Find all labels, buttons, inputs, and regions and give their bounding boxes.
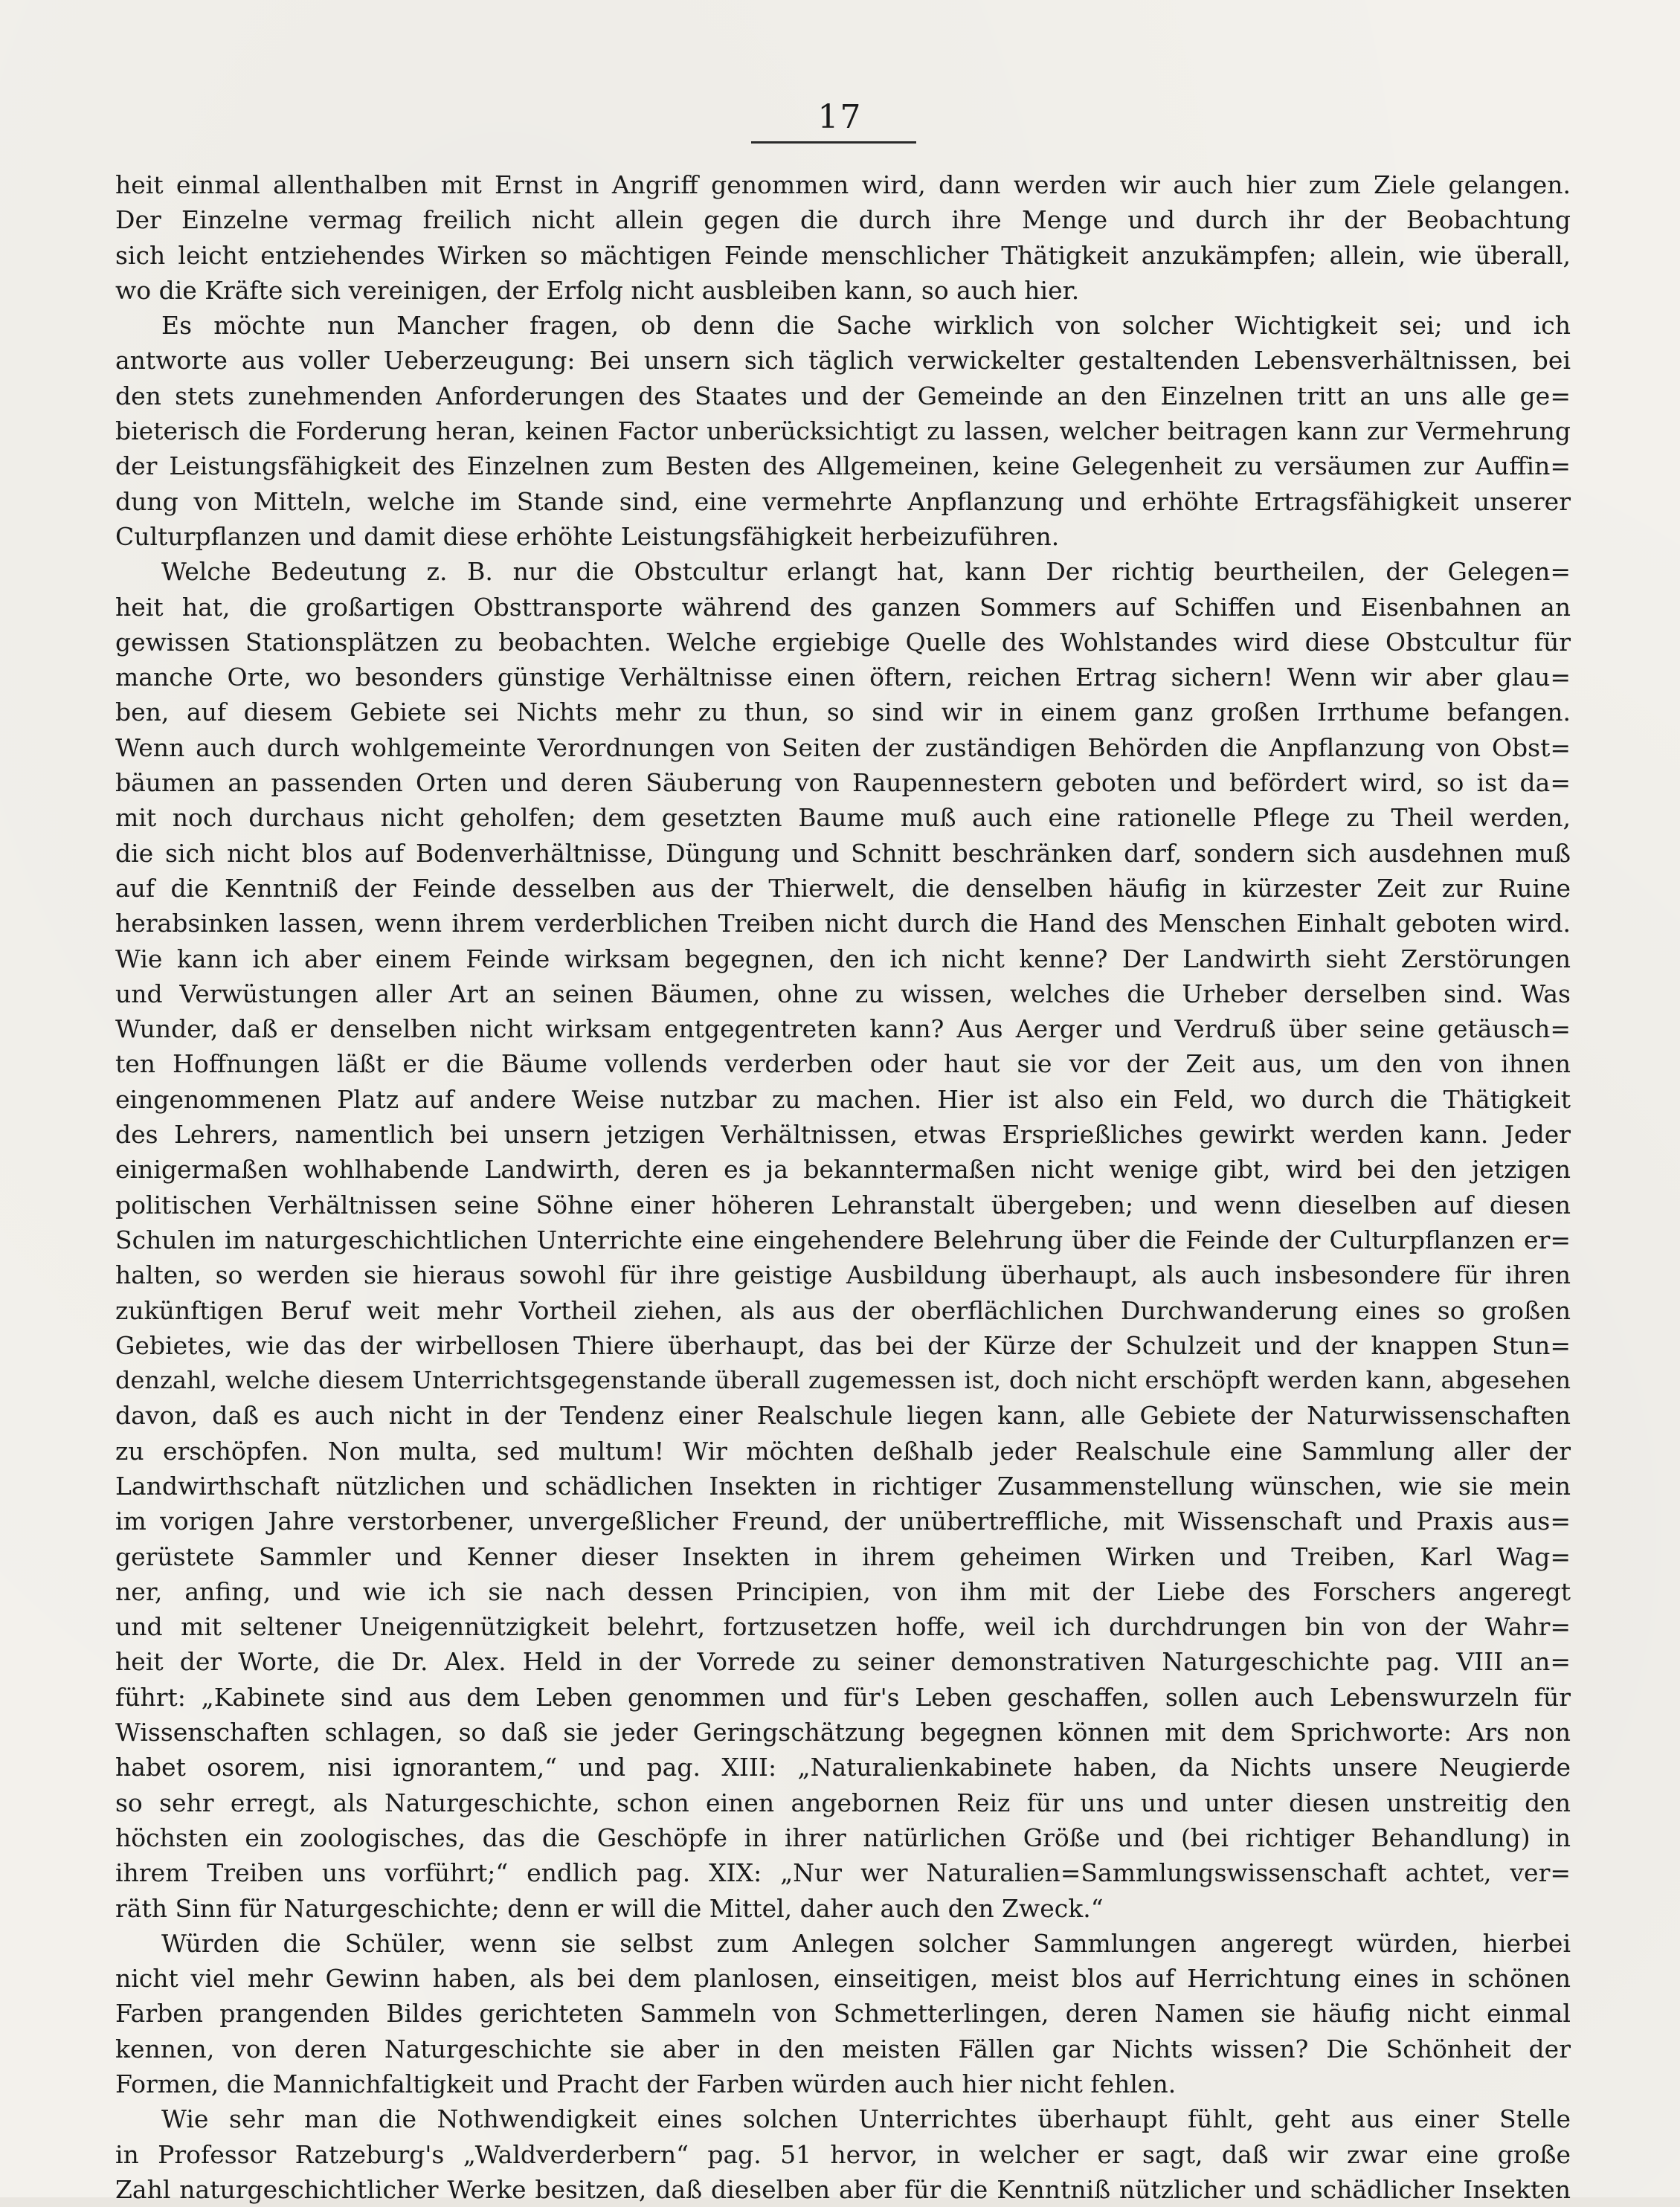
text-line: mit noch durchaus nicht geholfen; dem gesetzten Baume muß auch eine rationelle Pflege zu Theil werden,: [115, 803, 1571, 833]
text-line: dung von Mitteln, welche im Stande sind, eine vermehrte Anpflanzung und erhöhte Ertragsfähigkeit unserer: [115, 486, 1571, 516]
text-line: und mit seltener Uneigennützigkeit belehrt, fortzusetzen hoffe, weil ich durchdrungen bin von der Wahr=: [115, 1612, 1571, 1642]
text-line: des Lehrers, namentlich bei unsern jetzigen Verhältnissen, etwas Ersprießliches gewirkt werden kann. Jeder: [115, 1120, 1571, 1150]
text-line: ner, anfing, und wie ich sie nach dessen Principien, von ihm mit der Liebe des Forschers angeregt: [115, 1576, 1571, 1606]
text-line: bieterisch die Forderung heran, keinen Factor unberücksichtigt zu lassen, welcher beitragen kann zur Vermehrung: [115, 416, 1571, 446]
text-line: sich leicht entziehendes Wirken so mächtigen Feinde menschlicher Thätigkeit anzukämpfen; allein, wie überall,: [115, 240, 1571, 270]
text-line: zukünftigen Beruf weit mehr Vortheil ziehen, als aus der oberflächlichen Durchwanderung eines so großen: [115, 1295, 1571, 1325]
text-line: Wissenschaften schlagen, so daß sie jeder Geringschätzung begegnen können mit dem Sprichworte: Ars non: [115, 1718, 1571, 1747]
text-line: Farben prangenden Bildes gerichteten Sammeln von Schmetterlingen, deren Namen sie häufig nicht einmal: [115, 1999, 1571, 2029]
text-line: höchsten ein zoologisches, das die Geschöpfe in ihrer natürlichen Größe und (bei richtiger Behandlung) in: [115, 1823, 1571, 1852]
text-line: heit einmal allenthalben mit Ernst in Angriff genommen wird, dann werden wir auch hier zum Ziele gelangen.: [115, 170, 1571, 199]
text-line: gewissen Stationsplätzen zu beobachten. Welche ergiebige Quelle des Wohlstandes wird diese Obstcultur für: [115, 627, 1571, 657]
text-line: und Verwüstungen aller Art an seinen Bäumen, ohne zu wissen, welches die Urheber derselben sind. Was: [115, 979, 1571, 1008]
text-line: Wunder, daß er denselben nicht wirksam entgegentreten kann? Aus Aerger und Verdruß über seine getäusch=: [115, 1014, 1571, 1044]
text-line: antworte aus voller Ueberzeugung: Bei unsern sich täglich verwickelter gestaltenden Lebensverhältnissen, bei: [115, 346, 1571, 376]
text-line: führt: „Kabinete sind aus dem Leben genommen und für's Leben geschaffen, sollen auch Lebenswurzeln für: [115, 1682, 1571, 1712]
text-line: Culturpflanzen und damit diese erhöhte Leistungsfähigkeit herbeizuführen.: [115, 521, 1060, 551]
text-line: ten Hoffnungen läßt er die Bäume vollends verderben oder haut sie vor der Zeit aus, um den von ihnen: [115, 1049, 1571, 1079]
text-line: so sehr erregt, als Naturgeschichte, schon einen angebornen Reiz für uns und unter diesen unstreitig den: [115, 1788, 1571, 1817]
text-line: habet osorem, nisi ignorantem,“ und pag. XIII: „Naturalienkabinete haben, da Nichts unsere Neugierde: [115, 1753, 1571, 1782]
page-number: 17: [817, 98, 863, 136]
text-line: Gebietes, wie das der wirbellosen Thiere überhaupt, das bei der Kürze der Schulzeit und der knappen Stun=: [115, 1330, 1571, 1360]
text-line: herabsinken lassen, wenn ihrem verderblichen Treiben nicht durch die Hand des Menschen Einhalt geboten wird.: [115, 909, 1571, 938]
text-line: Der Einzelne vermag freilich nicht allein gegen die durch ihre Menge und durch ihr der Beobachtung: [115, 205, 1571, 235]
text-line: heit der Worte, die Dr. Alex. Held in der Vorrede zu seiner demonstrativen Naturgeschichte pag. VIII an=: [115, 1647, 1571, 1677]
text-line: manche Orte, wo besonders günstige Verhältnisse einen öftern, reichen Ertrag sichern! Wenn wir aber glau=: [115, 663, 1571, 692]
text-line: zu erschöpfen. Non multa, sed multum! Wir möchten deßhalb jeder Realschule eine Sammlung aller der: [115, 1436, 1571, 1466]
text-line: nicht viel mehr Gewinn haben, als bei dem planlosen, einseitigen, meist blos auf Herrichtung eines in schönen: [115, 1964, 1571, 1994]
text-line: Wenn auch durch wohlgemeinte Verordnungen von Seiten der zuständigen Behörden die Anpflanzung von Obst=: [115, 732, 1571, 762]
text-line: Es möchte nun Mancher fragen, ob denn die Sache wirklich von solcher Wichtigkeit sei; und ich: [161, 311, 1571, 341]
text-line: Welche Bedeutung z. B. nur die Obstcultur erlangt hat, kann Der richtig beurtheilen, der Gelegen=: [161, 557, 1571, 587]
text-line: kennen, von deren Naturgeschichte sie aber in den meisten Fällen gar Nichts wissen? Die Schönheit der: [115, 2034, 1571, 2063]
text-line: gerüstete Sammler und Kenner dieser Insekten in ihrem geheimen Wirken und Treiben, Karl Wag=: [115, 1541, 1571, 1571]
text-line: auf die Kenntniß der Feinde desselben aus der Thierwelt, die denselben häufig in kürzester Zeit zur Ruine: [115, 873, 1571, 903]
text-line: heit hat, die großartigen Obsttransporte während des ganzen Sommers auf Schiffen und Eisenbahnen an: [115, 592, 1571, 622]
text-line: eingenommenen Platz auf andere Weise nutzbar zu machen. Hier ist also ein Feld, wo durch die Thätigkeit: [115, 1084, 1571, 1114]
text-line: Würden die Schüler, wenn sie selbst zum Anlegen solcher Sammlungen angeregt würden, hierbei: [161, 1928, 1571, 1958]
text-line: davon, daß es auch nicht in der Tendenz einer Realschule liegen kann, alle Gebiete der Naturwissenschaften: [115, 1401, 1571, 1431]
text-line: denzahl, welche diesem Unterrichtsgegenstande überall zugemessen ist, doch nicht erschöpft werden kann, abgesehen: [115, 1366, 1571, 1395]
text-line: einigermaßen wohlhabende Landwirth, deren es ja bekanntermaßen nicht wenige gibt, wird bei den jetzigen: [115, 1155, 1571, 1185]
text-line: in Professor Ratzeburg's „Waldverderbern“ pag. 51 hervor, in welcher er sagt, daß wir zwar eine große: [115, 2139, 1571, 2169]
text-line: im vorigen Jahre verstorbener, unvergeßlicher Freund, der unübertreffliche, mit Wissenschaft und Praxis aus=: [115, 1507, 1571, 1536]
text-line: wo die Kräfte sich vereinigen, der Erfolg nicht ausbleiben kann, so auch hier.: [115, 275, 1080, 305]
text-line: der Leistungsfähigkeit des Einzelnen zum Besten des Allgemeinen, keine Gelegenheit zu versäumen zur Auffin=: [115, 451, 1571, 481]
text-line: bäumen an passenden Orten und deren Säuberung von Raupennestern geboten und befördert wird, so ist da=: [115, 768, 1571, 798]
text-line: Schulen im naturgeschichtlichen Unterrichte eine eingehendere Belehrung über die Feinde der Culturpflanzen er=: [115, 1225, 1571, 1254]
body-text: [115, 167, 1571, 2207]
text-line: politischen Verhältnissen seine Söhne einer höheren Lehranstalt übergeben; und wenn dieselben auf diesen: [115, 1190, 1571, 1220]
text-line: Formen, die Mannichfaltigkeit und Pracht der Farben würden auch hier nicht fehlen.: [115, 2069, 1177, 2099]
text-line: die sich nicht blos auf Bodenverhältnisse, Düngung und Schnitt beschränken darf, sondern sich ausdehnen muß: [115, 838, 1571, 868]
text-line: Wie kann ich aber einem Feinde wirksam begegnen, den ich nicht kenne? Der Landwirth sieht Zerstörungen: [115, 944, 1571, 973]
text-line: ben, auf diesem Gebiete sei Nichts mehr zu thun, so sind wir in einem ganz großen Irrthume befangen.: [115, 697, 1571, 727]
text-line: Zahl naturgeschichtlicher Werke besitzen, daß dieselben aber für die Kenntniß nützlicher und schädlicher Insekten: [115, 2174, 1571, 2204]
page-number-rule: [751, 141, 916, 144]
text-line: halten, so werden sie hieraus sowohl für ihre geistige Ausbildung überhaupt, als auch insbesondere für ihren: [115, 1260, 1571, 1290]
text-line: Wie sehr man die Nothwendigkeit eines solchen Unterrichtes überhaupt fühlt, geht aus einer Stelle: [161, 2104, 1571, 2134]
text-line: Landwirthschaft nützlichen und schädlichen Insekten in richtiger Zusammenstellung wünschen, wie sie mein: [115, 1471, 1571, 1501]
text-line: ihrem Treiben uns vorführt;“ endlich pag. XIX: „Nur wer Naturalien=Sammlungswissenschaft achtet, ver=: [115, 1858, 1571, 1888]
text-line: den stets zunehmenden Anforderungen des Staates und der Gemeinde an den Einzelnen tritt an uns alle ge=: [115, 381, 1571, 410]
text-line: räth Sinn für Naturgeschichte; denn er will die Mittel, daher auch den Zweck.“: [115, 1893, 1104, 1923]
